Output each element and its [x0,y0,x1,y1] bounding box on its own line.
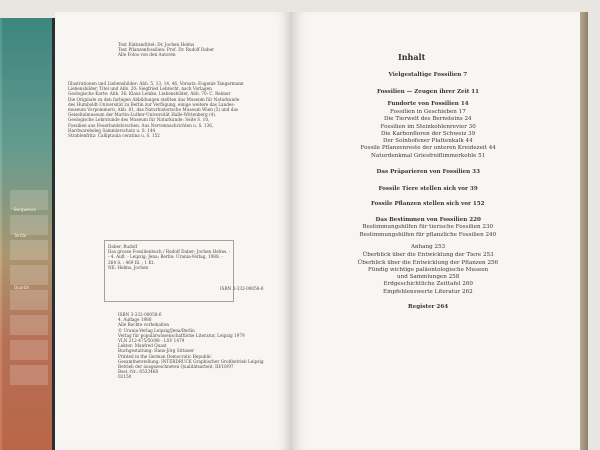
toc-entry: Fossile Tiere stellen sich vor 39 [378,186,478,192]
cip-line: Daber, Rudolf [108,244,138,249]
strip-cell [10,290,48,310]
imprint-line: Buchgestaltung: Hans-Jörg Sittauer [118,348,195,354]
imprint-line: Betrieb der ausgezeichneten Qualitätsarbeit, III/18/97 [118,364,234,370]
toc-entry: Fündig wichtige paläontologische Museen [368,267,489,273]
imprint-line: Gesamtherstellung: INTERDRUCK Graphischer Großbetrieb Leipzig [118,358,264,364]
credit-line: Geologische Karte: Abb. 36: Klaus Lemke, Liebensbilder, Abb. 70: C. Reimer [68,91,231,97]
toc-entry: Empfehlenswerte Literatur 262 [383,289,473,295]
cover-strip-cells [10,190,48,420]
toc-entry: Fossile Pflanzenreste der unteren Kreidezeit 44 [360,145,496,151]
cataloguing-record-box [104,240,234,302]
toc-entry: Fossilien — Zeugen ihrer Zeit 11 [377,89,480,95]
toc-entry: Bestimmungshilfen für pflanzliche Fossilien 240 [359,232,497,238]
imprint-line: VLN 212-475/50/88 · LSV 1479 [118,338,185,344]
strip-cell [10,240,48,260]
toc-entry: Fossilien im Steinkohlenrevier 30 [380,124,476,130]
credit-line: Text Pflanzenfossilien: Prof. Dr. Rudolf Daber [118,47,215,53]
cip-isbn: ISBN 3-332-00058-6 [220,286,264,291]
strip-word: Tertiär [14,233,27,238]
strip-word: Bergwesen [14,207,37,212]
imprint-line: Best.-Nr.: 6533468 [118,369,159,375]
credit-line: Strahlenfritz: Calliptaula ceratina u. S. 152 [68,133,160,139]
toc-entry: Fundorte von Fossilien 14 [387,101,469,107]
imprint-line: ISBN 3-332-00058-6 [118,312,162,317]
toc-entry: Überblick über die Entwicklung der Tiere 253 [362,252,494,258]
credit-line: Text Einbandtitel: Dr. Jochen Helms [118,42,195,47]
credit-line: Hardwarebeleg Sammlerschatz u. S. 144 [68,127,156,133]
strip-cell [10,265,48,285]
cip-line: - 4. Aufl. - Leipzig; Jena; Berlin: Urania-Verlag, 1988. - [108,254,223,260]
imprint-line: Verlag für populärwissenschaftliche Literatur, Leipzig 1979 [118,332,245,338]
credit-line: Alle Fotos von den Autoren [118,52,176,58]
strip-cell [10,215,48,235]
credit-line: Liebensbilder, Titel und Abb. 20: Siegfried Lebrecht, nach Vorlagen [68,86,212,92]
toc-entry: Überblick über die Entwicklung der Pflanzen 256 [357,260,499,266]
toc-entry: Die Tierwelt des Bernsteins 24 [384,116,472,122]
imprint-line: 02150 [118,374,132,380]
credit-line: Die Originale zu den farbigen Abbildungen stellten das Museum für Naturkunde [68,96,240,102]
toc-entry: Naturdenkmal Griesfreiflimmerkohle 51 [371,153,486,159]
toc-entry: Register 264 [408,304,449,310]
imprint-block [118,312,278,380]
toc-entry: Vielgestaltige Fossilien 7 [388,72,468,78]
credit-line: Illustrationen und Liebensbilder: Abb. 5, 13, 14, 46, Vorsatz: Eugenie Tangermann [68,81,244,86]
strip-word: Quartär [14,285,30,290]
imprint-line: Printed in the German Democratic Republic [118,353,212,359]
credits-block [118,42,278,58]
strip-cell [10,315,48,335]
illustration-credits [68,81,283,138]
imprint-line: 4. Auflage 1988 [118,317,152,323]
strip-cell [10,365,48,385]
strip-cell [10,340,48,360]
toc-entry: Die Karbonfloren der Schweiz 39 [381,131,476,137]
toc-entry: Das Präparieren von Fossilien 33 [376,169,480,175]
credit-line: museum Vorpommern, Abb. 81, das Naturhistorische Museum Wien (5) und das [68,107,239,113]
left-page [55,12,293,450]
toc-entry: Das Bestimmen von Fossilien 220 [375,217,481,223]
cip-line: 264 S. : 469 Ill. ; 1 Kt. [108,259,155,265]
toc-entry: Der Solnhofener Plattenkalk 44 [383,138,473,144]
imprint-line: Alle Rechte vorbehalten [118,322,170,328]
toc-entry: und Sammlungen 258 [397,274,460,280]
imprint-line: © Urania-Verlag Leipzig/Jena/Berlin [118,327,195,333]
toc-title: Inhalt [398,52,426,62]
cip-line: Das grosse Fossilienbuch / Rudolf Daber; Jochen Helms. - [108,249,231,255]
credit-line: Geiseltalmuseum der Martin-Luther-Universität Halle-Wittenberg (4). [68,112,217,118]
toc-entry: Erdgeschichtliche Zeittafel 260 [383,281,473,287]
toc-entry: Fossile Pflanzen stellen sich vor 152 [371,201,485,207]
credit-line: Fossilien aus Feuerlandsforschen. Aus Nervennachrichten u. S. 136, [68,122,214,128]
toc-entry: Anhang 253 [411,244,446,250]
page-stack-edge [580,12,588,450]
imprint-line: Lektor: Manfred Quast [118,343,167,349]
cip-line: NE: Helms, Jochen [108,264,149,270]
toc-entry: Fossilien in Geschieben 17 [390,109,466,115]
credit-line: Geologische Lehrstunde des Museum für Naturkunde: Seite S. 10, [68,117,210,123]
credit-line: des Humboldt-Universität zu Berlin zur Verfügung, einige weitere das Landes- [68,101,235,107]
toc-entry: Bestimmungshilfen für tierische Fossilien 230 [362,224,494,230]
